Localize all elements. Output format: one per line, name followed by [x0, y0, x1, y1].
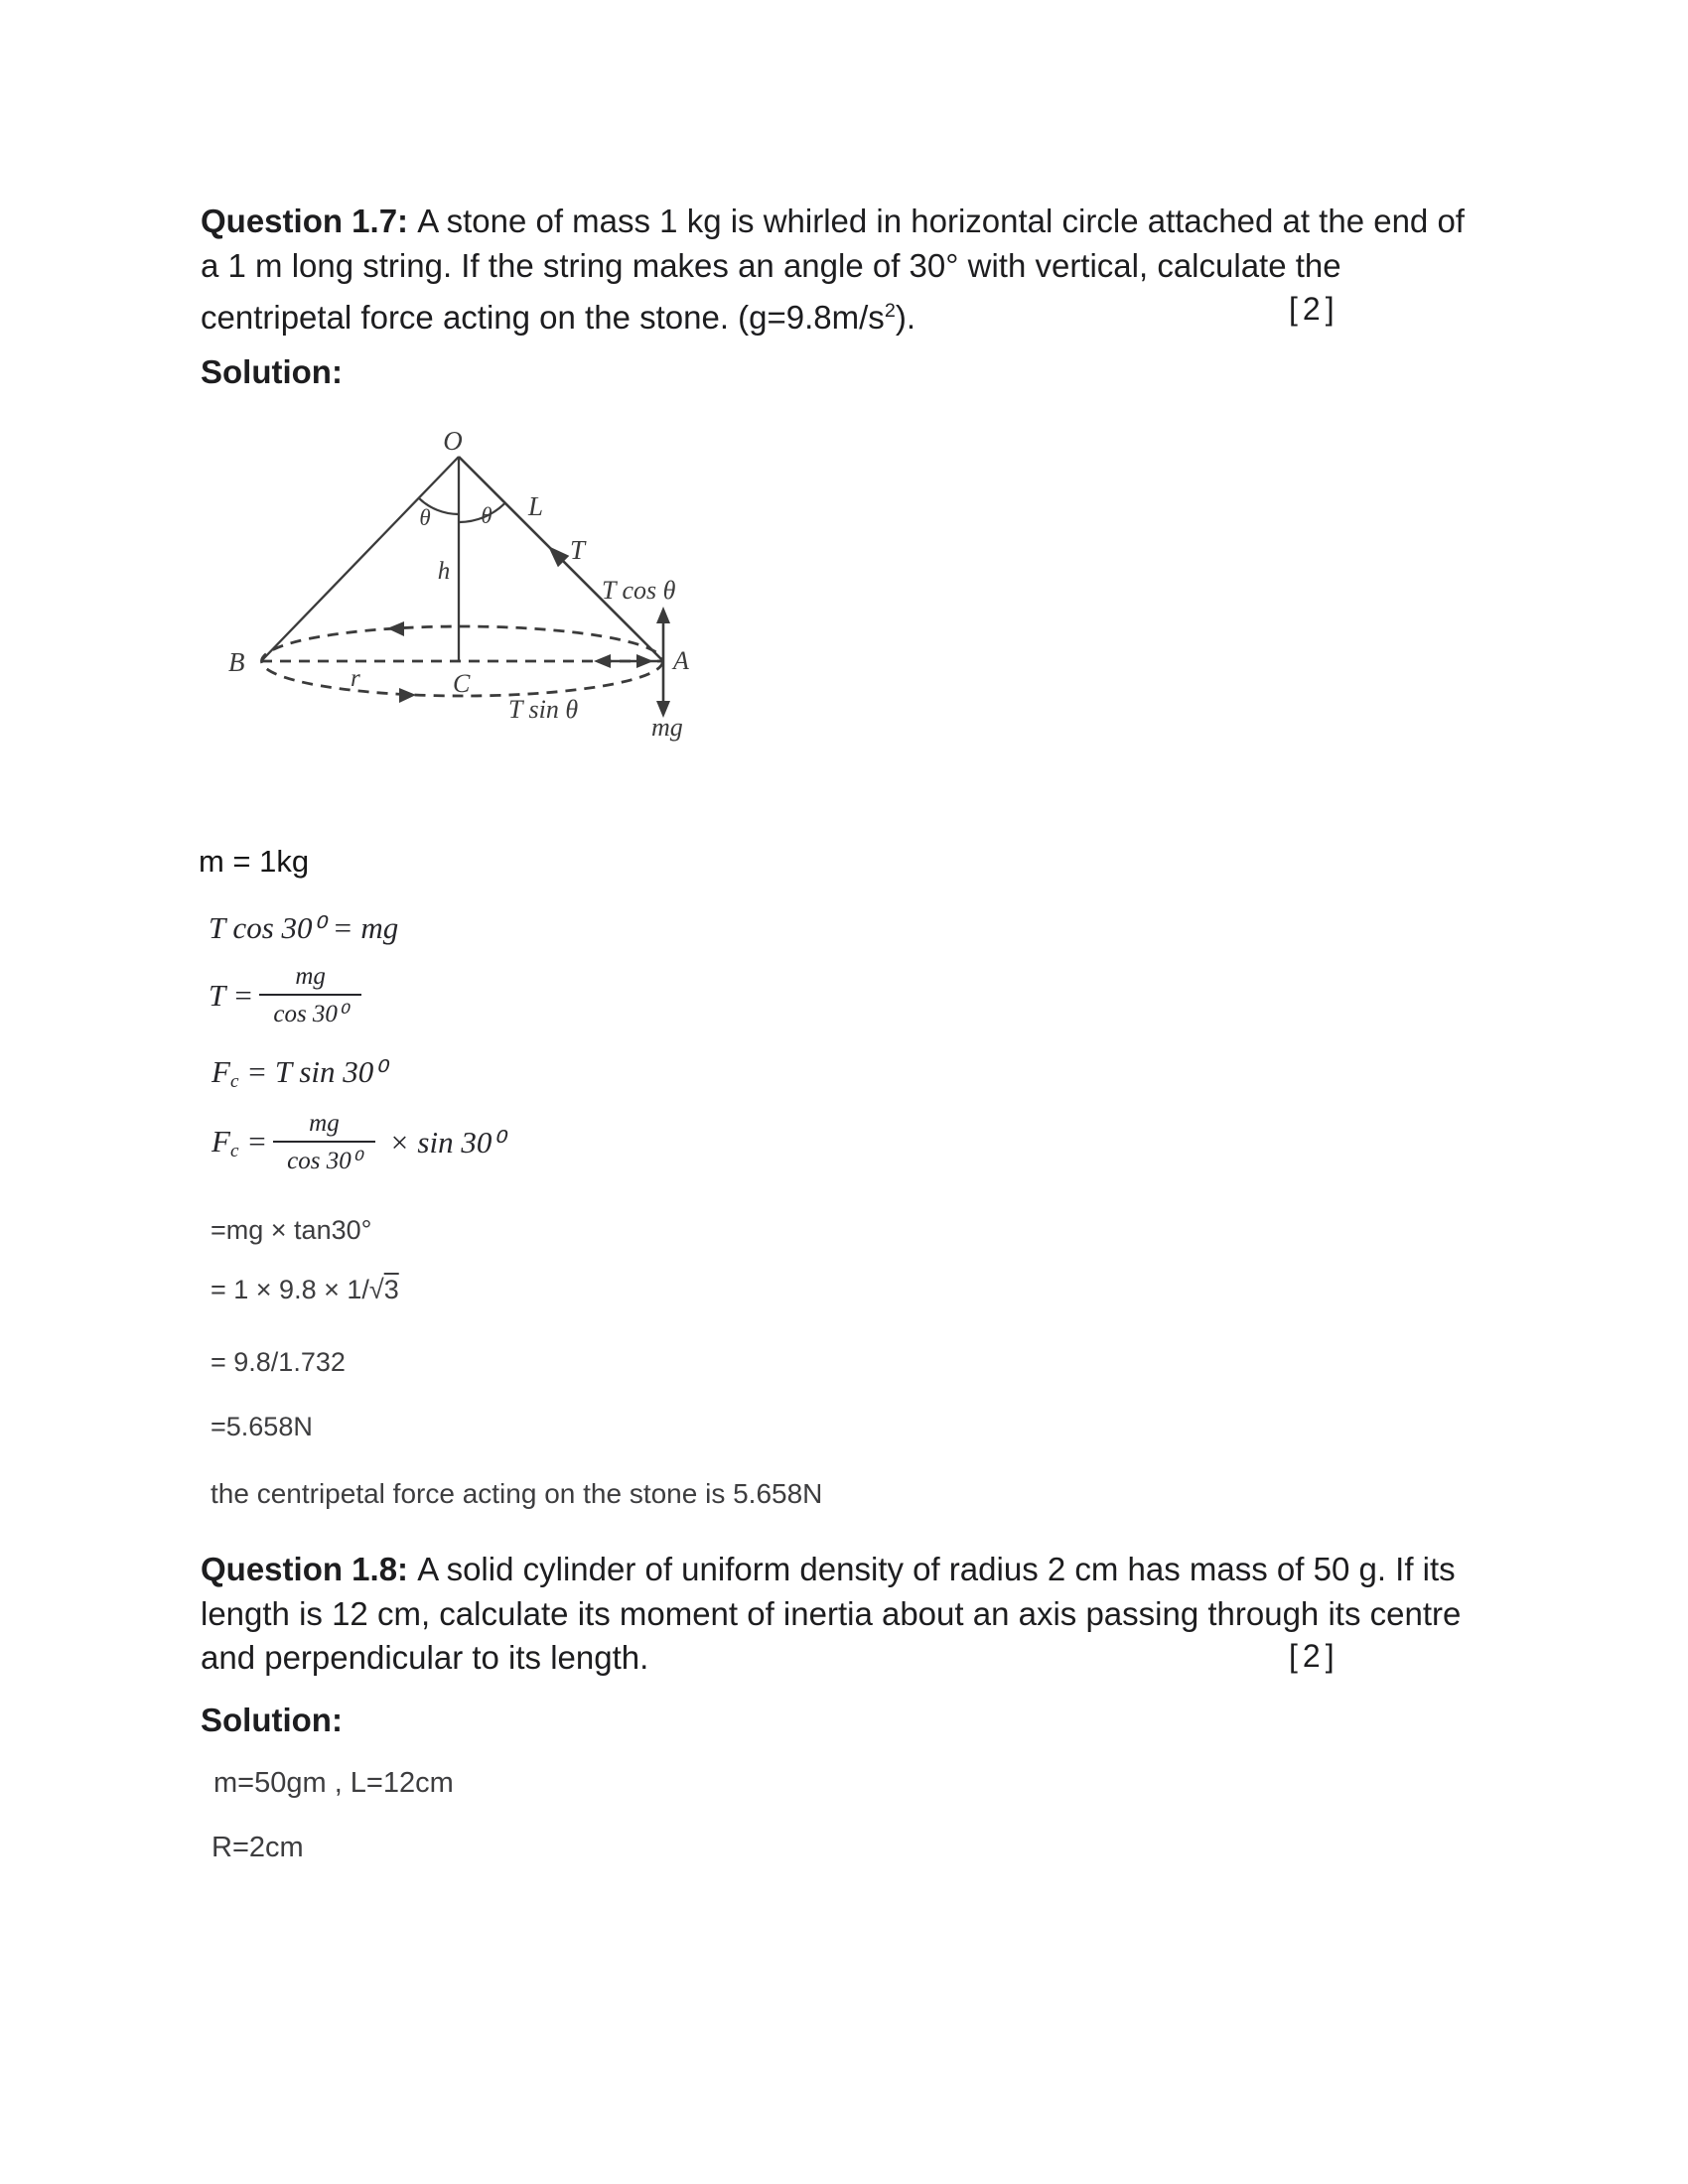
work-line-division: = 9.8/1.732 [211, 1347, 346, 1377]
question-1-7-line-2: a 1 m long string. If the string makes an angle of 30° with vertical, calculate the [201, 247, 1341, 284]
work-line-result: =5.658N [211, 1412, 313, 1441]
string-left [261, 457, 459, 661]
tension-label: T [570, 535, 586, 565]
superscript-2: 2 [884, 300, 896, 322]
conical-pendulum-diagram [218, 420, 715, 762]
angle-label-left: θ [419, 505, 431, 530]
point-label-b: B [228, 647, 245, 677]
t-sin-label: T sin θ [508, 695, 579, 724]
path-direction-arrow-top [387, 621, 404, 636]
question-1-7-line-3: centripetal force acting on the stone. $(g=9.8m/s^2)$. [201, 299, 915, 336]
question-1-8-label: Question 1.8: [201, 1551, 409, 1587]
solution-heading-q17: Solution: [201, 353, 343, 390]
equation-fc-tsin30: $F_c = T$ sin 30⁰ [211, 1054, 386, 1092]
string-length-label: L [528, 491, 544, 521]
equation-tcos30-mg: T cos 30⁰ = mg [209, 910, 399, 945]
t-cos-arrowhead [656, 607, 670, 623]
given-mass: m = 1kg [199, 844, 310, 879]
question-1-8-line-2: length is 12 cm, calculate its moment of inertia about an axis passing through its centre [201, 1595, 1462, 1632]
point-label-o: O [443, 426, 463, 456]
given-radius: R=2cm [211, 1832, 304, 1863]
given-mass-length: m=50gm , L=12cm [213, 1767, 454, 1799]
question-1-8-line-3: and perpendicular to its length. [201, 1639, 649, 1676]
point-label-c: C [453, 669, 471, 698]
fraction-mg-cos30-2: $\frac{mg}{\text{cos 30⁰}}$ [273, 1110, 375, 1175]
point-label-a: A [673, 646, 689, 675]
question-1-7-text: A stone of mass 1 kg is whirled in horizontal circle attached at the end of [417, 203, 1465, 239]
solution-heading-q18: Solution: [201, 1702, 343, 1738]
question-1-7-label: Question 1.7: [201, 203, 409, 239]
marks-badge-q17: [2] [1289, 291, 1339, 327]
height-label: h [437, 558, 451, 585]
work-line-sqrt3: = 1 × 9.8 × 1/√3 [211, 1275, 399, 1304]
t-sin-arrowhead [594, 654, 611, 668]
radicand: 3 [383, 1275, 399, 1304]
question-1-8-line-1 [201, 1550, 1456, 1589]
question-1-7-line-1 [201, 202, 1465, 241]
path-direction-arrow-bottom [399, 688, 416, 703]
conclusion-text: the centripetal force acting on the stone is 5.658N [211, 1478, 823, 1509]
work-line-tan30: =mg × tan30° [211, 1215, 372, 1245]
fraction-mg-cos30: $\frac{mg}{\text{cos 30⁰}}$ [259, 963, 361, 1028]
angle-label-right: θ [481, 503, 492, 528]
question-1-8-text: A solid cylinder of uniform density of radius 2 cm has mass of 50 g. If its [417, 1551, 1456, 1587]
equation-fc-fraction: $F_c$ = $\frac{mg}{\text{cos 30⁰}}$ × sin 30⁰ [211, 1110, 504, 1174]
t-cos-label: T cos θ [602, 576, 676, 605]
equation-t-fraction: T = $\frac{mg}{\text{cos 30⁰}}$ [209, 963, 367, 1028]
marks-badge-q18: [2] [1289, 1638, 1339, 1674]
weight-label: mg [651, 713, 683, 742]
radius-label: r [351, 665, 360, 692]
